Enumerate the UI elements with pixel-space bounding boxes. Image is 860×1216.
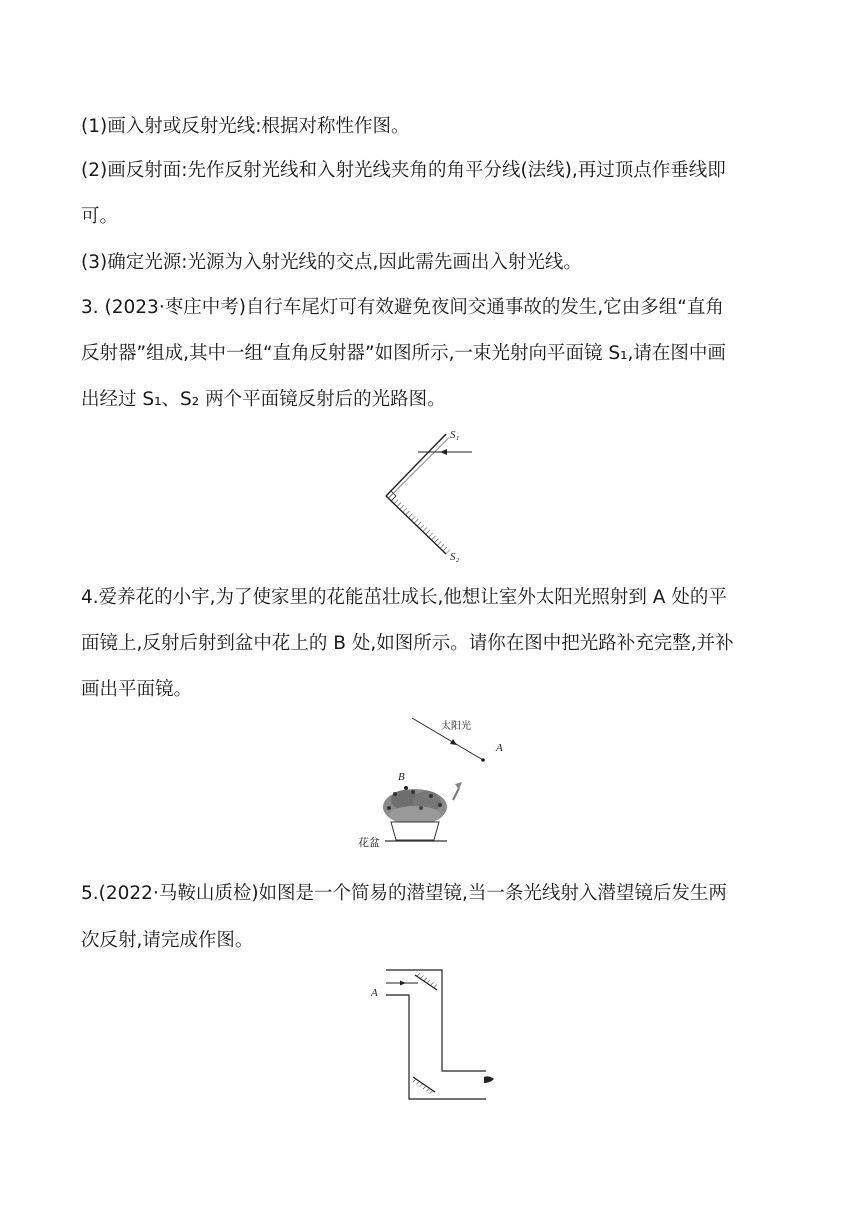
periscope-figure (360, 965, 500, 1105)
flower-pot-figure (355, 712, 525, 860)
text-line: (3)确定光源:光源为入射光线的交点,因此需先画出入射光线。 (81, 252, 582, 273)
text-line: (1)画入射或反射光线:根据对称性作图。 (81, 116, 410, 137)
question-3-line: 3. (2023·枣庄中考)自行车尾灯可有效避免夜间交通事故的发生,它由多组“直角 (81, 297, 724, 318)
point-b (404, 786, 408, 790)
label-pot: 花盆 (358, 836, 380, 849)
text-line: (2)画反射面:先作反射光线和入射光线夹角的角平分线(法线),再过顶点作垂线即 (81, 160, 726, 181)
flower-icon (383, 782, 462, 825)
question-4-line: 4.爱养花的小宇,为了使家里的花能茁壮成长,他想让室外太阳光照射到 A 处的平 (81, 587, 727, 608)
label-a: A (371, 987, 378, 999)
point-a (481, 758, 485, 762)
pot-icon (391, 822, 439, 840)
incoming-ray (386, 981, 418, 986)
question-3-line: 出经过 S₁、S₂ 两个平面镜反射后的光路图。 (81, 389, 446, 410)
question-5-line: 次反射,请完成作图。 (81, 930, 254, 951)
bottom-mirror (411, 1077, 435, 1096)
label-b: B (398, 771, 405, 783)
question-4-line: 面镜上,反射后射到盆中花上的 B 处,如图所示。请你在图中把光路补充完整,并补 (81, 633, 734, 654)
right-angle-reflector-figure (370, 420, 480, 570)
top-mirror (415, 971, 439, 990)
label-a: A (496, 742, 503, 754)
mirror-s2 (386, 492, 450, 554)
question-3-line: 反射器”组成,其中一组“直角反射器”如图所示,一束光射向平面镜 S₁,请在图中画 (81, 343, 726, 364)
label-s2: S₂ (450, 551, 460, 563)
label-sunlight: 太阳光 (441, 721, 471, 732)
question-4-line: 画出平面镜。 (81, 679, 193, 700)
mirror-s1 (386, 434, 450, 500)
label-s1: S₁ (450, 429, 460, 441)
question-5-line: 5.(2022·马鞍山质检)如图是一个简易的潜望镜,当一条光线射入潜望镜后发生两 (81, 883, 727, 904)
text-line: 可。 (81, 206, 119, 227)
eye-icon (484, 1076, 494, 1083)
